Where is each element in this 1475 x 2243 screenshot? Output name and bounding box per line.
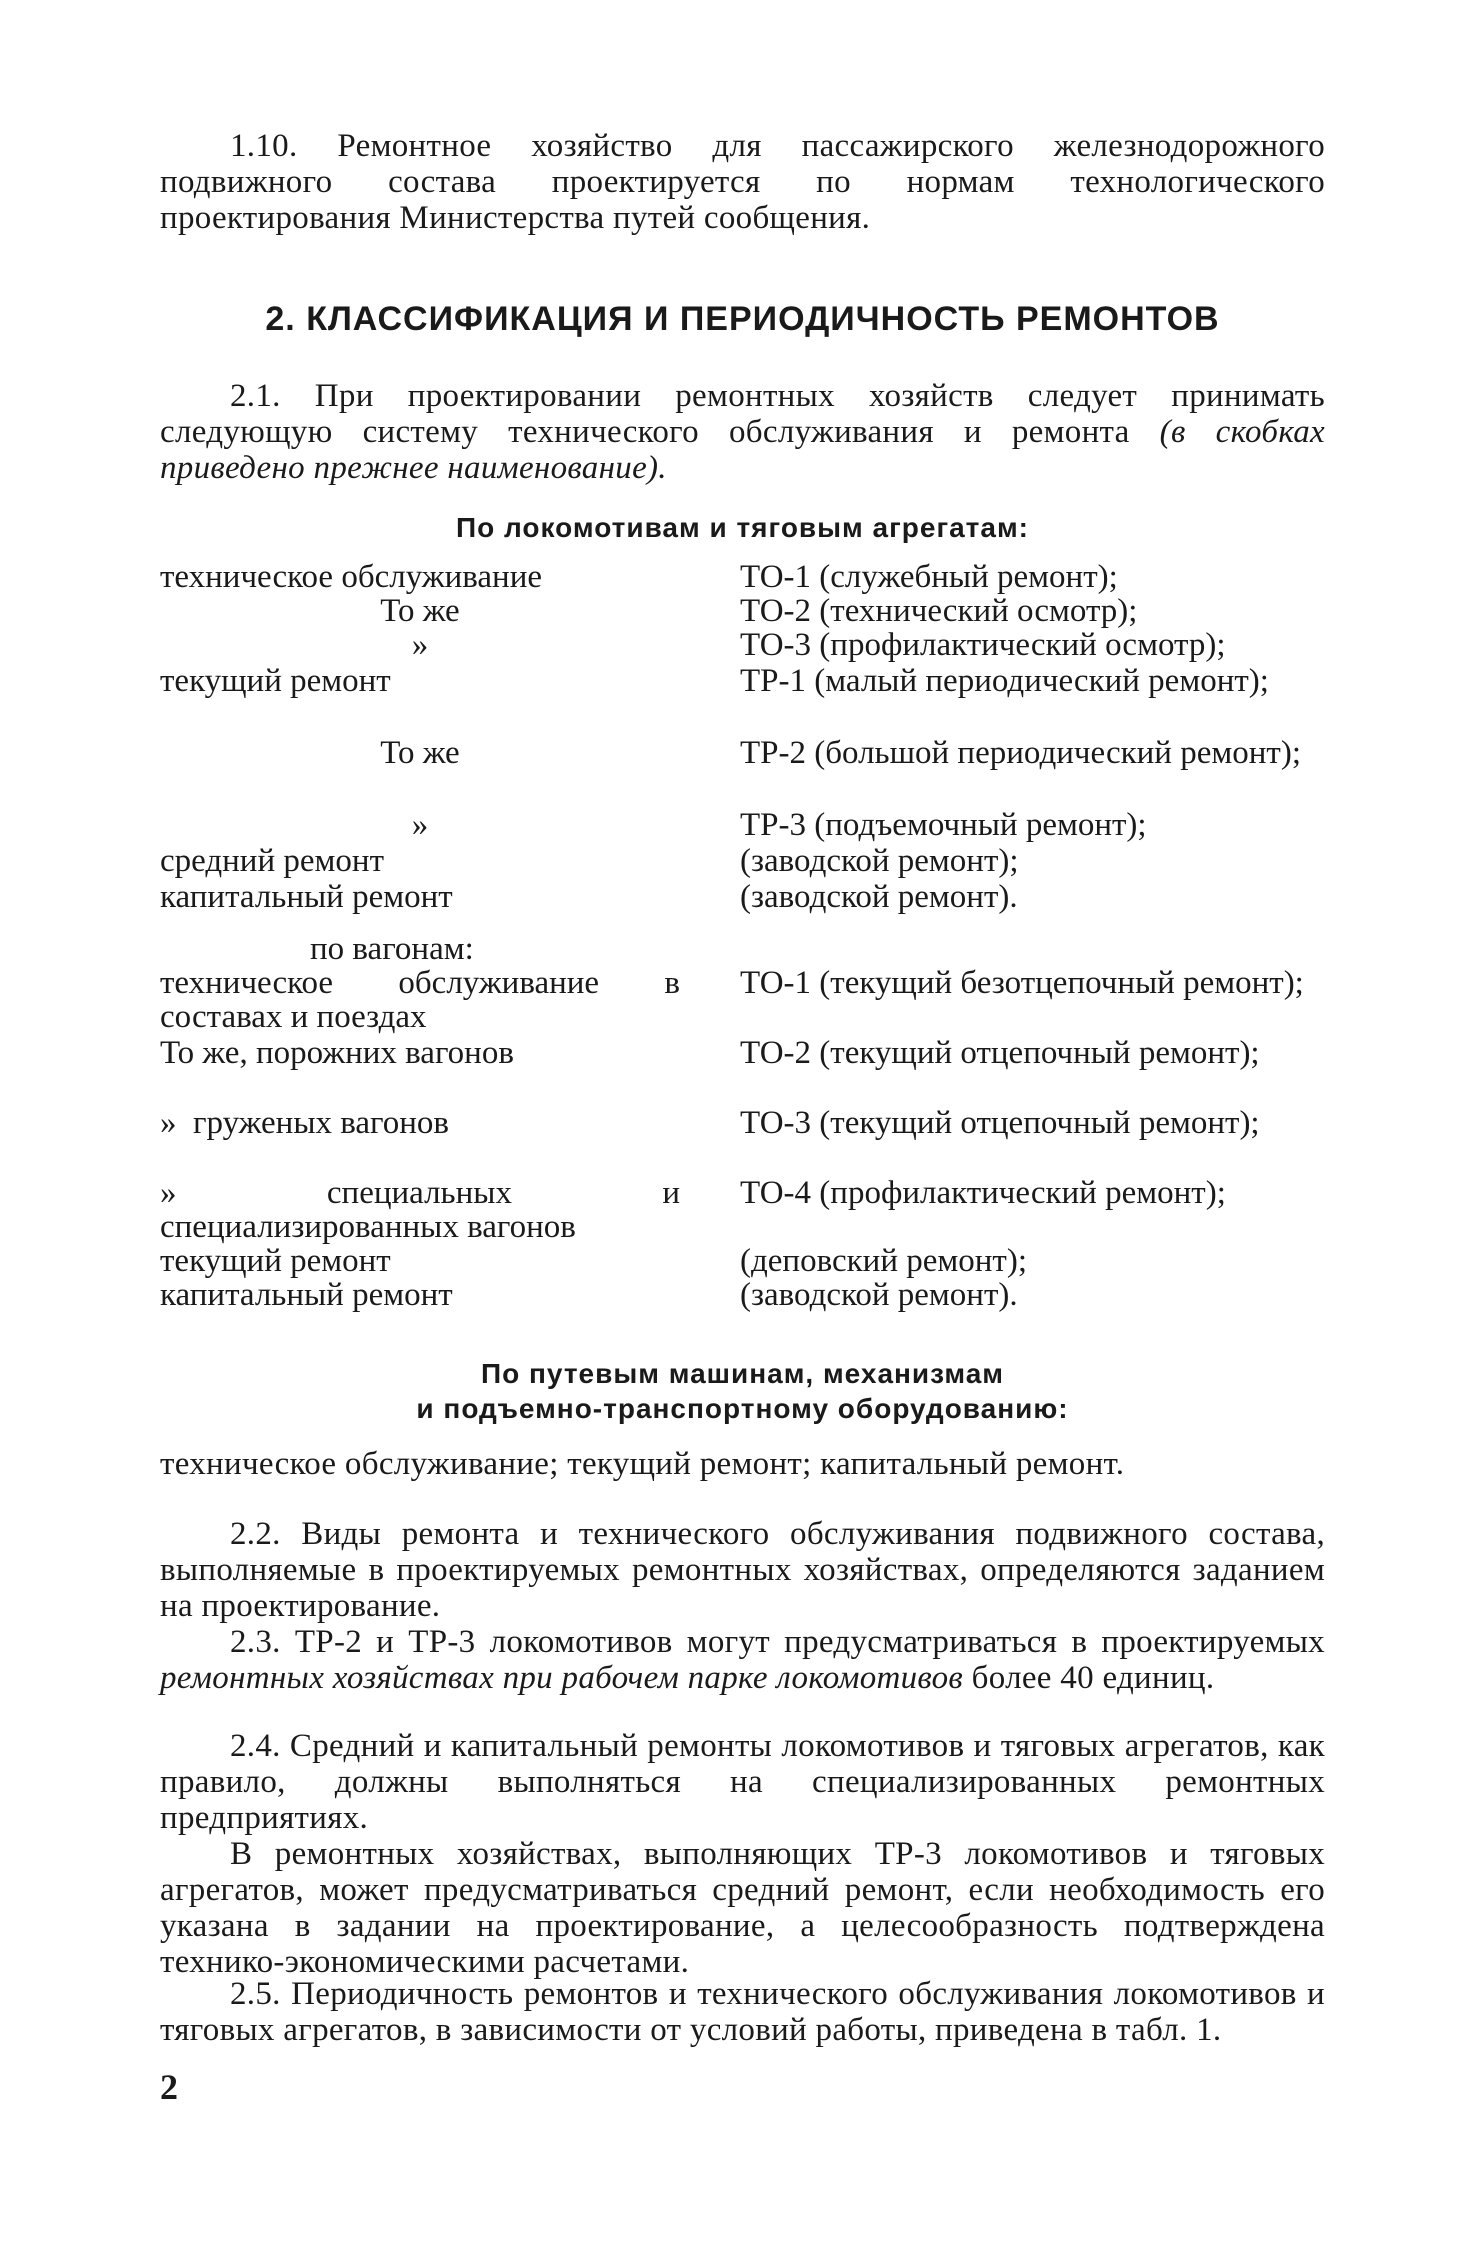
wagon-right-0: ТО-1 (текущий безотцепочный ремонт); [740, 965, 1304, 1001]
wagon-left-1: То же, порожних вагонов [160, 1035, 514, 1071]
machines-heading [160, 1356, 1325, 1426]
wagon-right-5: (заводской ремонт). [740, 1277, 1018, 1313]
loco-left-5: » [411, 807, 429, 843]
paragraph-2-3-italic: ремонтных хозяйствах при рабочем парке локомотивов [160, 1660, 964, 1696]
loco-left-4: То же [380, 735, 460, 771]
wagon-right-2: ТО-3 (текущий отцепочный ремонт); [740, 1105, 1260, 1141]
paragraph-1-10: 1.10. Ремонтное хозяйство для пассажирского железнодорожного подвижного состава проектируется по нормам технологического проектирования Министерства путей сообщения. [160, 128, 1325, 236]
paragraph-2-3-end: более 40 единиц. [971, 1660, 1215, 1696]
loco-right-0: ТО-1 (служебный ремонт); [740, 559, 1118, 595]
machines-heading-line-2: и подъемно-транспортному оборудованию: [416, 1393, 1069, 1424]
wagon-left-0: техническое обслуживание в составах и поездах [160, 965, 680, 1035]
paragraph-2-1-text: 2.1. При проектировании ремонтных хозяйств следует принимать следующую систему технического обслуживания и ремонта [160, 378, 1325, 450]
loco-left-3: текущий ремонт [160, 663, 391, 699]
paragraph-2-4: 2.4. Средний и капитальный ремонты локомотивов и тяговых агрегатов, как правило, должны выполняться на специализированных ремонтных предприятиях. [160, 1728, 1325, 1836]
wagons-heading: по вагонам: [310, 931, 474, 967]
wagon-left-5: капитальный ремонт [160, 1277, 453, 1313]
paragraph-2-1-note: (в скобках приведено прежнее наименование). [160, 414, 1325, 486]
wagon-right-1: ТО-2 (текущий отцепочный ремонт); [740, 1035, 1260, 1071]
loco-right-6: (заводской ремонт); [740, 843, 1019, 879]
wagon-left-4: текущий ремонт [160, 1243, 391, 1279]
loco-right-4: ТР-2 (большой периодический ремонт); [740, 735, 1301, 771]
wagon-right-4: (деповский ремонт); [740, 1243, 1027, 1279]
paragraph-2-5: 2.5. Периодичность ремонтов и технического обслуживания локомотивов и тяговых агрегатов, в зависимости от условий работы, приведена в табл. 1. [160, 1976, 1325, 2048]
paragraph-2-4-continued: В ремонтных хозяйствах, выполняющих ТР-3 локомотивов и тяговых агрегатов, может предусматриваться средний ремонт, если необходимость его указана в задании на проектирование, а целесообразность подтверждена технико-экономическими расчетами. [160, 1836, 1325, 1980]
machines-text: техническое обслуживание; текущий ремонт; капитальный ремонт. [160, 1446, 1125, 1482]
loco-right-1: ТО-2 (технический осмотр); [740, 593, 1138, 629]
loco-left-7: капитальный ремонт [160, 879, 453, 915]
page-number: 2 [160, 2067, 178, 2107]
paragraph-2-3-start: 2.3. ТР-2 и ТР-3 локомотивов могут предусматриваться в проектируемых [230, 1624, 1325, 1660]
loco-right-3: ТР-1 (малый периодический ремонт); [740, 663, 1269, 699]
paragraph-2-1 [160, 378, 1325, 486]
paragraph-2-3 [160, 1624, 1325, 1696]
loco-left-0: техническое обслуживание [160, 559, 543, 595]
locomotives-heading: По локомотивам и тяговым агрегатам: [455, 512, 1029, 543]
loco-left-6: средний ремонт [160, 843, 384, 879]
section-2-title: 2. КЛАССИФИКАЦИЯ И ПЕРИОДИЧНОСТЬ РЕМОНТОВ [265, 300, 1220, 338]
loco-right-7: (заводской ремонт). [740, 879, 1018, 915]
loco-left-1: То же [380, 593, 460, 629]
machines-heading-line-1: По путевым машинам, механизмам [481, 1358, 1004, 1389]
loco-right-5: ТР-3 (подъемочный ремонт); [740, 807, 1147, 843]
wagon-left-3: » специальных и специализированных вагонов [160, 1175, 680, 1245]
wagon-left-2: » груженых вагонов [160, 1105, 450, 1141]
loco-left-2: » [411, 627, 429, 663]
paragraph-2-2: 2.2. Виды ремонта и технического обслуживания подвижного состава, выполняемые в проектируемых ремонтных хозяйствах, определяются заданием на проектирование. [160, 1516, 1325, 1624]
loco-right-2: ТО-3 (профилактический осмотр); [740, 627, 1226, 663]
wagon-right-3: ТО-4 (профилактический ремонт); [740, 1175, 1226, 1211]
